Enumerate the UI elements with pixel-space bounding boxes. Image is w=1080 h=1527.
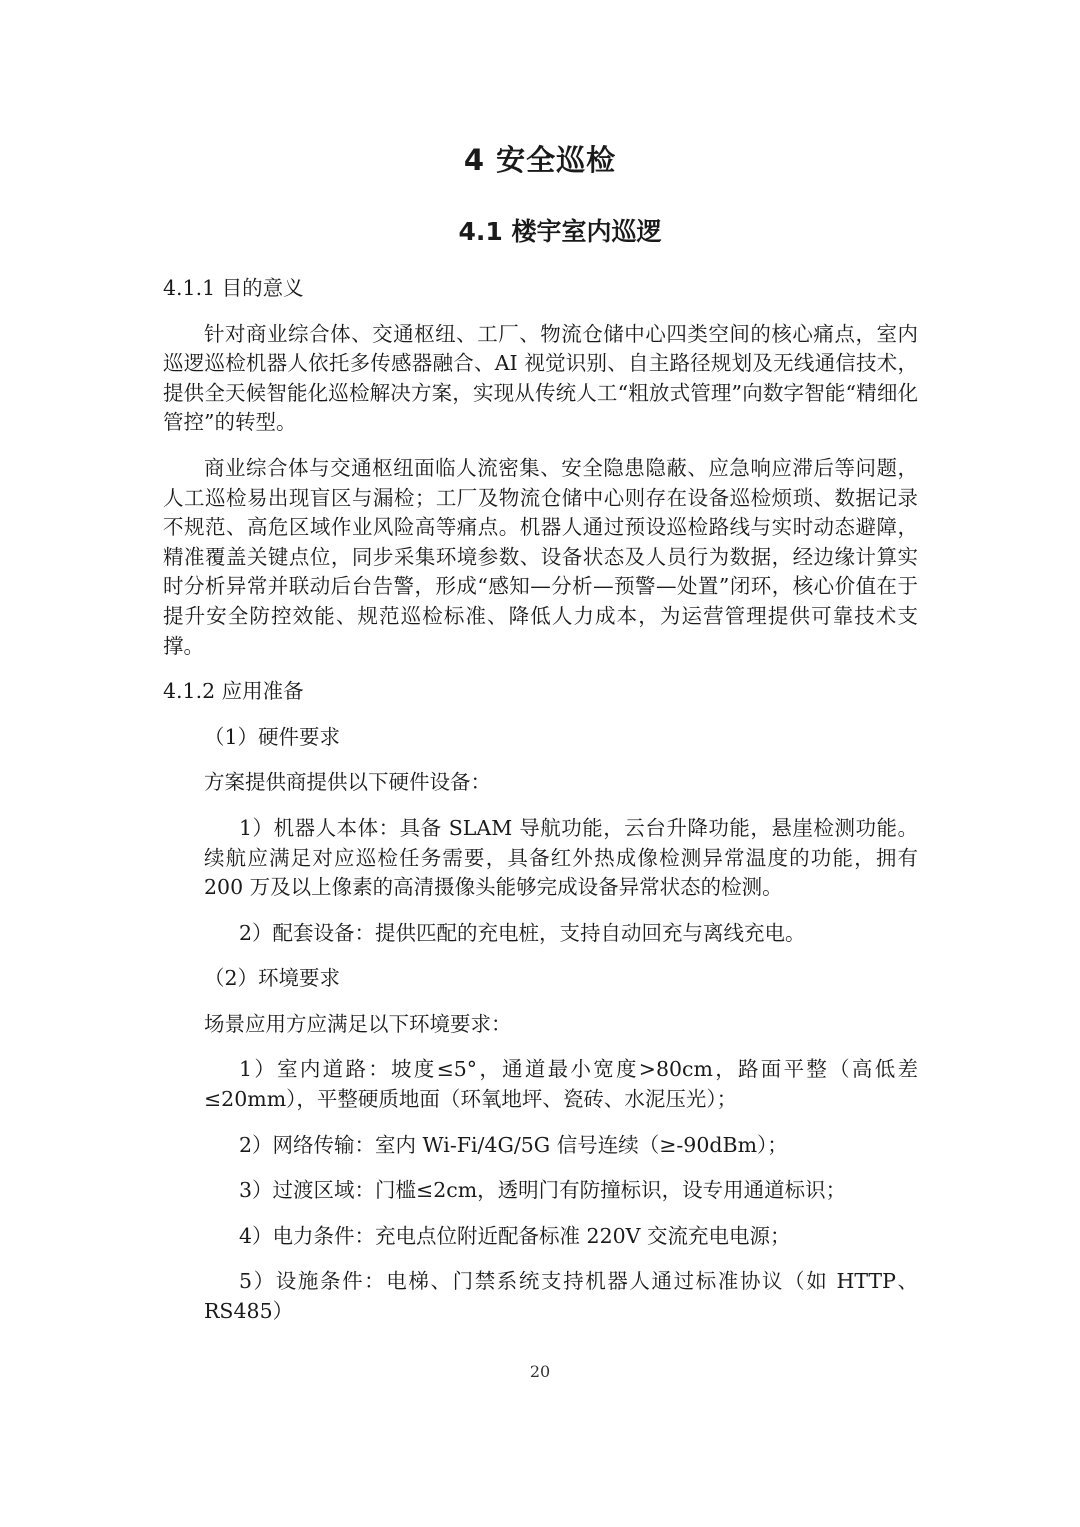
list-item: 4）电力条件：充电点位附近配备标准 220V 交流充电电源；: [239, 1223, 791, 1248]
list-item: 1）室内道路：坡度≤5°，通道最小宽度>80cm，路面平整（高低差≤20mm），平整硬质地面（环氧地坪、瓷砖、水泥压光）；: [204, 1057, 918, 1112]
environment-intro: 场景应用方应满足以下环境要求：: [204, 1011, 512, 1036]
list-item: 3）过渡区域：门槛≤2cm，透明门有防撞标识，设专用通道标识；: [239, 1178, 847, 1203]
list-item: 5）设施条件：电梯、门禁系统支持机器人通过标准协议（如 HTTP、RS485）: [204, 1269, 918, 1324]
section-title: 4.1 楼宇室内巡逻: [458, 217, 662, 246]
list-item: 1）机器人本体：具备 SLAM 导航功能，云台升降功能，悬崖检测功能。续航应满足对应巡检任务需要，具备红外热成像检测异常温度的功能，拥有 200 万及以上像素的高清摄像头能够完成设备异常状态的检测。: [204, 815, 918, 900]
hardware-intro: 方案提供商提供以下硬件设备：: [204, 770, 491, 795]
list-item: 2）网络传输：室内 Wi-Fi/4G/5G 信号连续（≥-90dBm）；: [239, 1132, 788, 1157]
document-body: [163, 274, 918, 1327]
page-number: 20: [529, 1362, 551, 1381]
chapter-title: 4 安全巡检: [463, 143, 617, 177]
subsection-heading-purpose: 4.1.1 目的意义: [163, 276, 304, 300]
subsection-heading-prep: 4.1.2 应用准备: [163, 679, 304, 704]
hardware-heading: （1）硬件要求: [204, 724, 341, 749]
paragraph: 商业综合体与交通枢纽面临人流密集、安全隐患隐蔽、应急响应滞后等问题，人工巡检易出现盲区与漏检；工厂及物流仓储中心则存在设备巡检烦琐、数据记录不规范、高危区域作业风险高等痛点。机器人通过预设巡检路线与实时动态避障，精准覆盖关键点位，同步采集环境参数、设备状态及人员行为数据，经边缘计算实时分析异常并联动后台告警，形成“感知—分析—预警—处置”闭环，核心价值在于提升安全防控效能、规范巡检标准、降低人力成本，为运营管理提供可靠技术支撑。: [163, 455, 918, 658]
list-item: 2）配套设备：提供匹配的充电桩，支持自动回充与离线充电。: [239, 920, 806, 945]
paragraph: 针对商业综合体、交通枢纽、工厂、物流仓储中心四类空间的核心痛点，室内巡逻巡检机器人依托多传感器融合、AI 视觉识别、自主路径规划及无线通信技术，提供全天候智能化巡检解决方案，实现从传统人工“粗放式管理”向数字智能“精细化管控”的转型。: [163, 321, 918, 435]
environment-heading: （2）环境要求: [204, 966, 341, 991]
